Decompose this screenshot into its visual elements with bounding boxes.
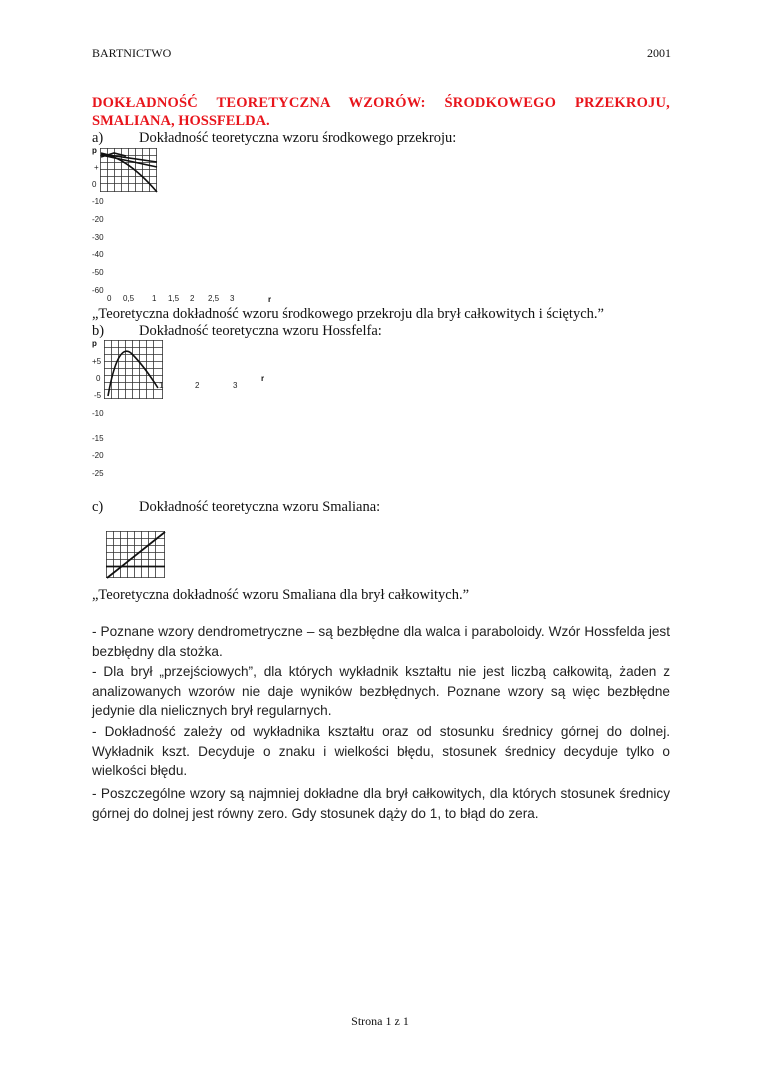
chart-b-y-tick: -20 xyxy=(92,451,104,460)
chart-b-y-tick: -5 xyxy=(94,391,102,400)
chart-b-y-tick: -10 xyxy=(92,409,104,418)
chart-b-x-tick: 2 xyxy=(195,381,200,390)
running-header-right: 2001 xyxy=(647,46,671,60)
chart-a-curve xyxy=(101,153,157,192)
document-title-line-2: SMALIANA, HOSSFELDA. xyxy=(92,113,270,129)
chart-b-plot xyxy=(104,340,164,400)
chart-a-y-tick: -10 xyxy=(92,197,104,206)
section-b-heading: Dokładność teoretyczna wzoru Hossfelfa: xyxy=(139,323,382,339)
chart-a-x-tick: 1 xyxy=(152,294,157,303)
document-title-line-1: DOKŁADNOŚĆ TEORETYCZNA WZORÓW: ŚRODKOWEGO PRZEKROJU, xyxy=(92,95,670,111)
paragraph: - Dokładność zależy od wykładnika kształtu oraz od stosunku średnicy górnej do dolnej. Wykładnik kszt. Decyduje o znaku i wielkości błędu, stosunek średnicy decyduje tylko o wielkości błędu. xyxy=(92,724,670,778)
chart-a-x-tick: 0 xyxy=(107,294,112,303)
chart-a-y-tick: -40 xyxy=(92,250,104,259)
page-number: Strona 1 z 1 xyxy=(351,1014,409,1028)
chart-a-y-tick: -50 xyxy=(92,268,104,277)
chart-a-x-tick: 0,5 xyxy=(123,294,135,303)
paragraph: - Poznane wzory dendrometryczne – są bezbłędne dla walca i paraboloidy. Wzór Hossfelda jest bezbłędny dla stożka. xyxy=(92,624,670,659)
running-header-left: BARTNICTWO xyxy=(92,46,172,60)
section-c-label: c) xyxy=(92,499,104,515)
chart-b-x-tick: 3 xyxy=(233,381,238,390)
chart-b-y-tick: -25 xyxy=(92,469,104,478)
paragraph: - Dla brył „przejściowych”, dla których wykładnik kształtu nie jest liczbą całkowitą, żaden z analizowanych wzorów nie daje wyników bezbłędnych. Poznane wzory są więc bezbłędne jedynie dla nielicznych brył regularnych. xyxy=(92,664,670,718)
chart-a-x-tick: 1,5 xyxy=(168,294,180,303)
chart-b-x-tick: 1 xyxy=(159,381,164,390)
section-b-label: b) xyxy=(92,323,105,339)
paragraph: - Poszczególne wzory są najmniej dokładne dla brył całkowitych, dla których stosunek średnicy górnej do dolnej jest równy zero. Gdy stosunek dąży do 1, to błąd do zera. xyxy=(92,786,670,821)
chart-b-y-tick: -15 xyxy=(92,434,104,443)
chart-a-y-tick: -60 xyxy=(92,286,104,295)
chart-a-x-tick: 2,5 xyxy=(208,294,220,303)
chart-c-line xyxy=(107,532,165,578)
chart-c-plot xyxy=(106,531,166,579)
section-a-heading: Dokładność teoretyczna wzoru środkowego przekroju: xyxy=(139,130,457,146)
chart-a-y-tick: -20 xyxy=(92,215,104,224)
chart-b-y-tick: 0 xyxy=(96,374,101,383)
section-a-label: a) xyxy=(92,130,104,146)
chart-a-x-label: r xyxy=(268,295,272,304)
chart-a-plot xyxy=(100,148,158,193)
chart-a-y-label: p xyxy=(92,146,97,155)
chart-b-y-tick: +5 xyxy=(92,357,102,366)
chart-a-x-tick: 3 xyxy=(230,294,235,303)
section-c-heading: Dokładność teoretyczna wzoru Smaliana: xyxy=(139,499,381,515)
chart-a-y-tick: 0 xyxy=(92,180,97,189)
chart-a-x-tick: 2 xyxy=(190,294,195,303)
section-a-quote: „Teoretyczna dokładność wzoru środkowego przekroju dla brył całkowitych i ściętych.” xyxy=(92,306,604,322)
section-c-quote: „Teoretyczna dokładność wzoru Smaliana dla brył całkowitych.” xyxy=(92,587,470,603)
chart-b-x-label: r xyxy=(261,374,265,383)
chart-b-grid xyxy=(104,340,163,399)
chart-a-y-tick: + xyxy=(94,163,99,172)
chart-a-y-tick: -30 xyxy=(92,233,104,242)
chart-b-y-label: p xyxy=(92,339,97,348)
